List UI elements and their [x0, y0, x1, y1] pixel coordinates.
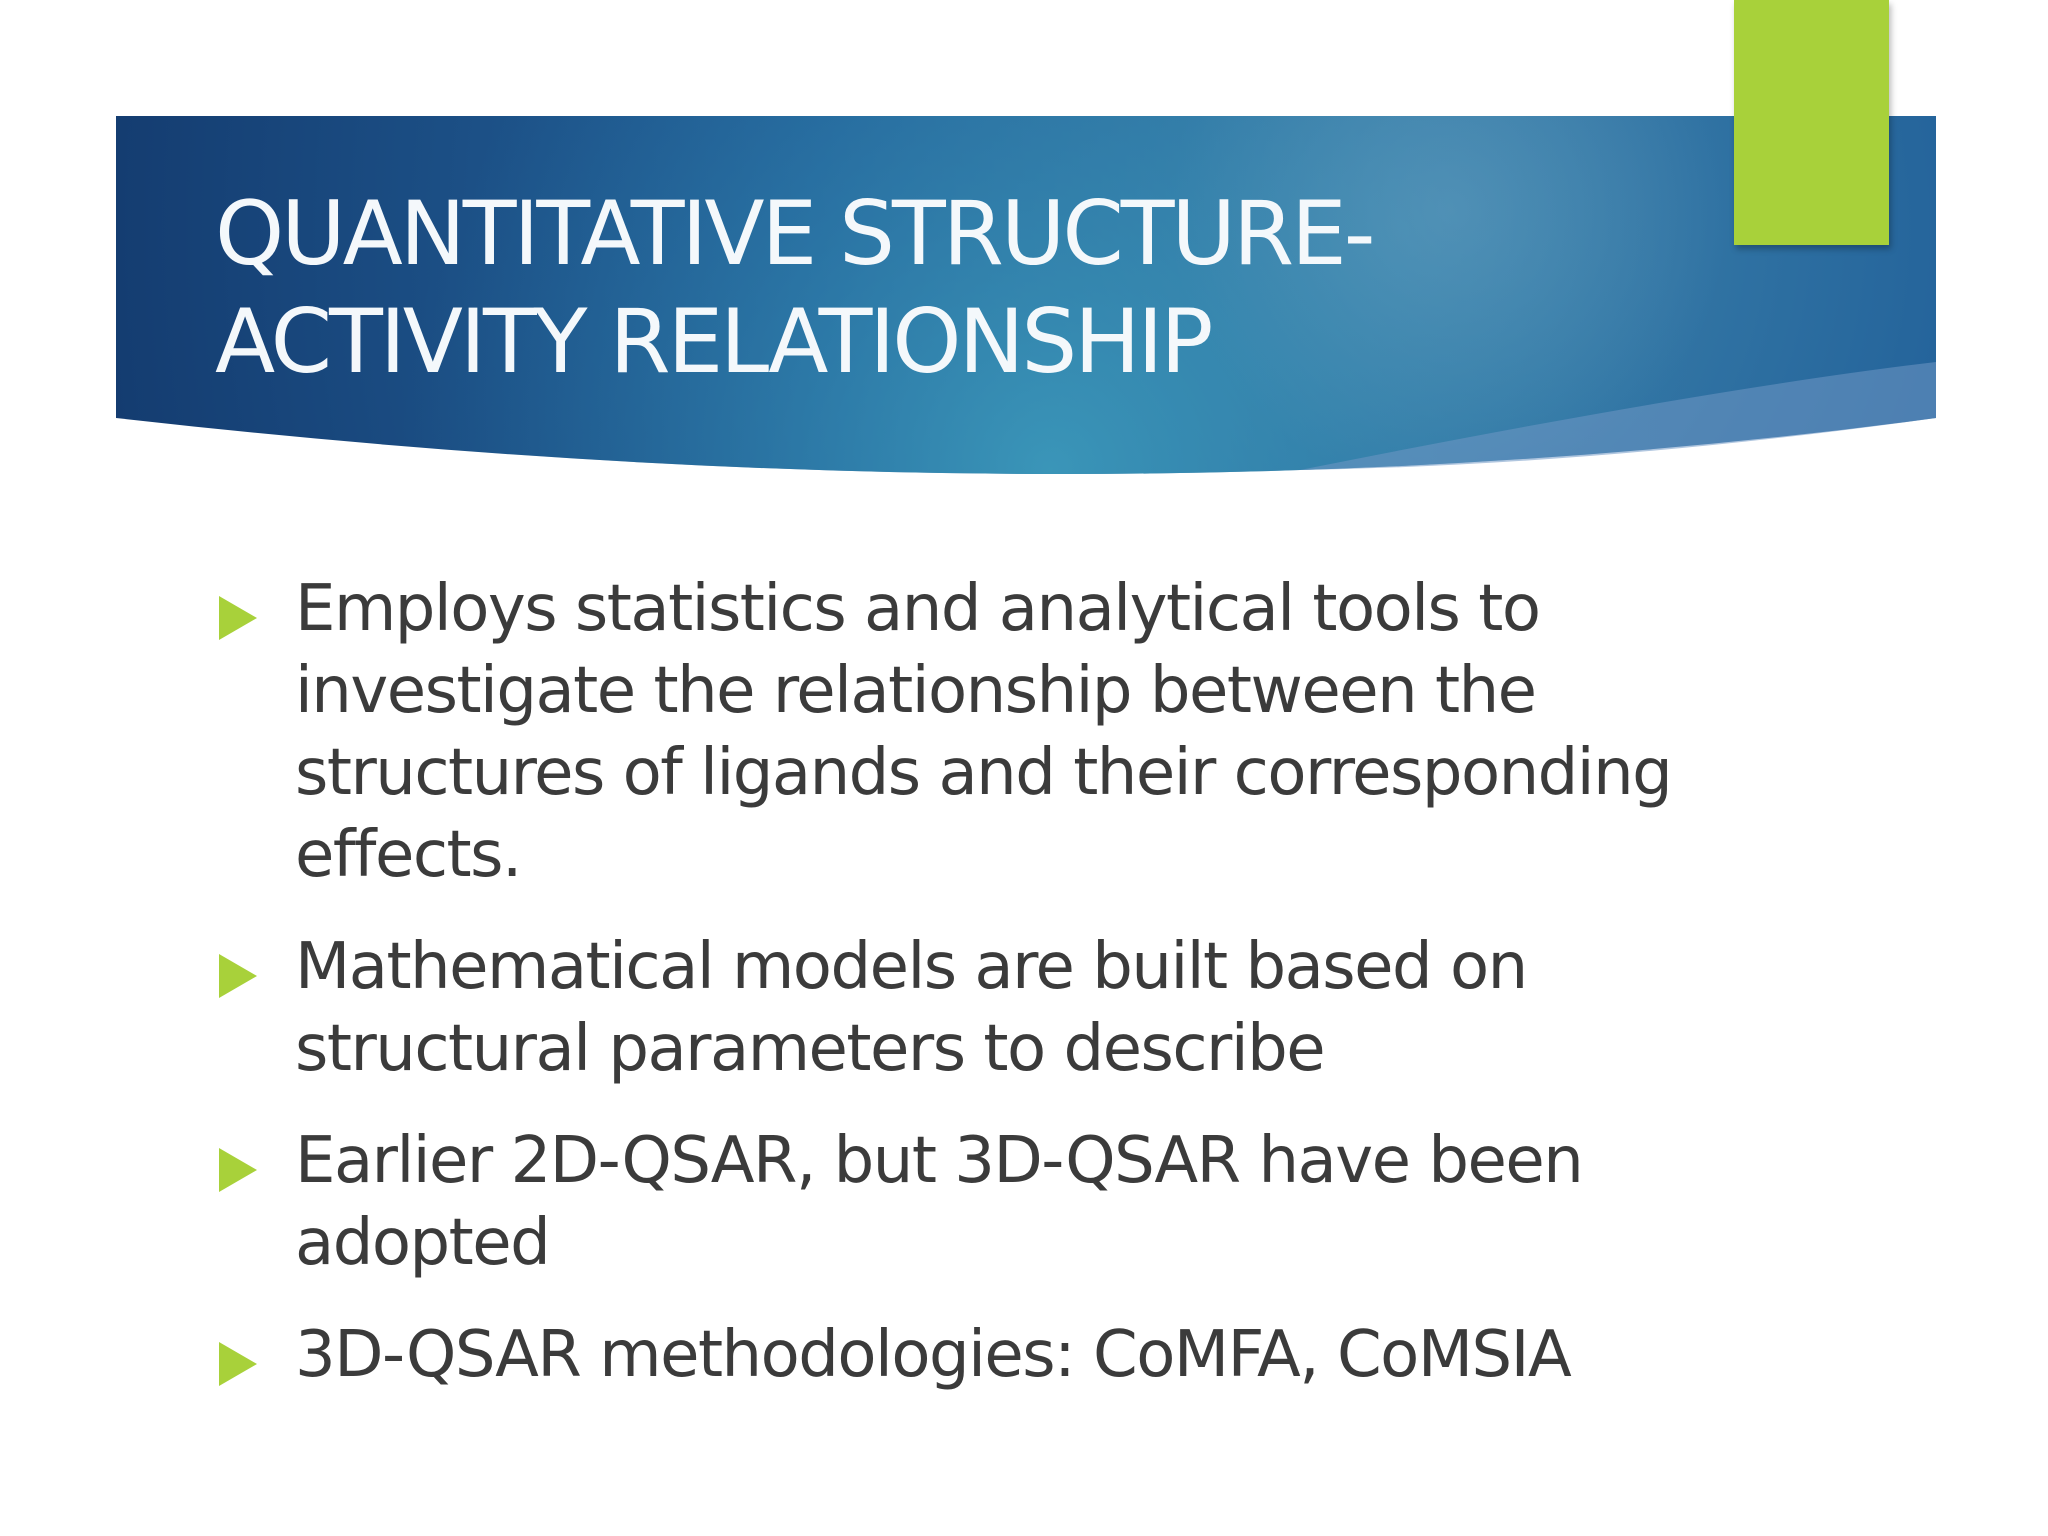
bullet-item [215, 1314, 1775, 1396]
title-line-1: QUANTITATIVE STRUCTURE- [215, 182, 1373, 285]
triangle-bullet-icon [219, 596, 257, 640]
bullet-list [215, 568, 1775, 1426]
bullet-text: Earlier 2D-QSAR, but 3D-QSAR have been adopted [295, 1124, 1583, 1280]
accent-tab [1734, 0, 1889, 245]
bullet-item [215, 568, 1775, 896]
bullet-item [215, 926, 1775, 1090]
triangle-bullet-icon [219, 1342, 257, 1386]
slide-title [215, 180, 1695, 396]
bullet-text: 3D-QSAR methodologies: CoMFA, CoMSIA [295, 1318, 1571, 1392]
triangle-bullet-icon [219, 1148, 257, 1192]
title-line-2: ACTIVITY RELATIONSHIP [215, 290, 1211, 393]
triangle-bullet-icon [219, 954, 257, 998]
bullet-item [215, 1120, 1775, 1284]
bullet-text: Mathematical models are built based on structural parameters to describe [295, 930, 1527, 1086]
bullet-text: Employs statistics and analytical tools to investigate the relationship between the structures of ligands and their corresponding effects. [295, 572, 1672, 892]
